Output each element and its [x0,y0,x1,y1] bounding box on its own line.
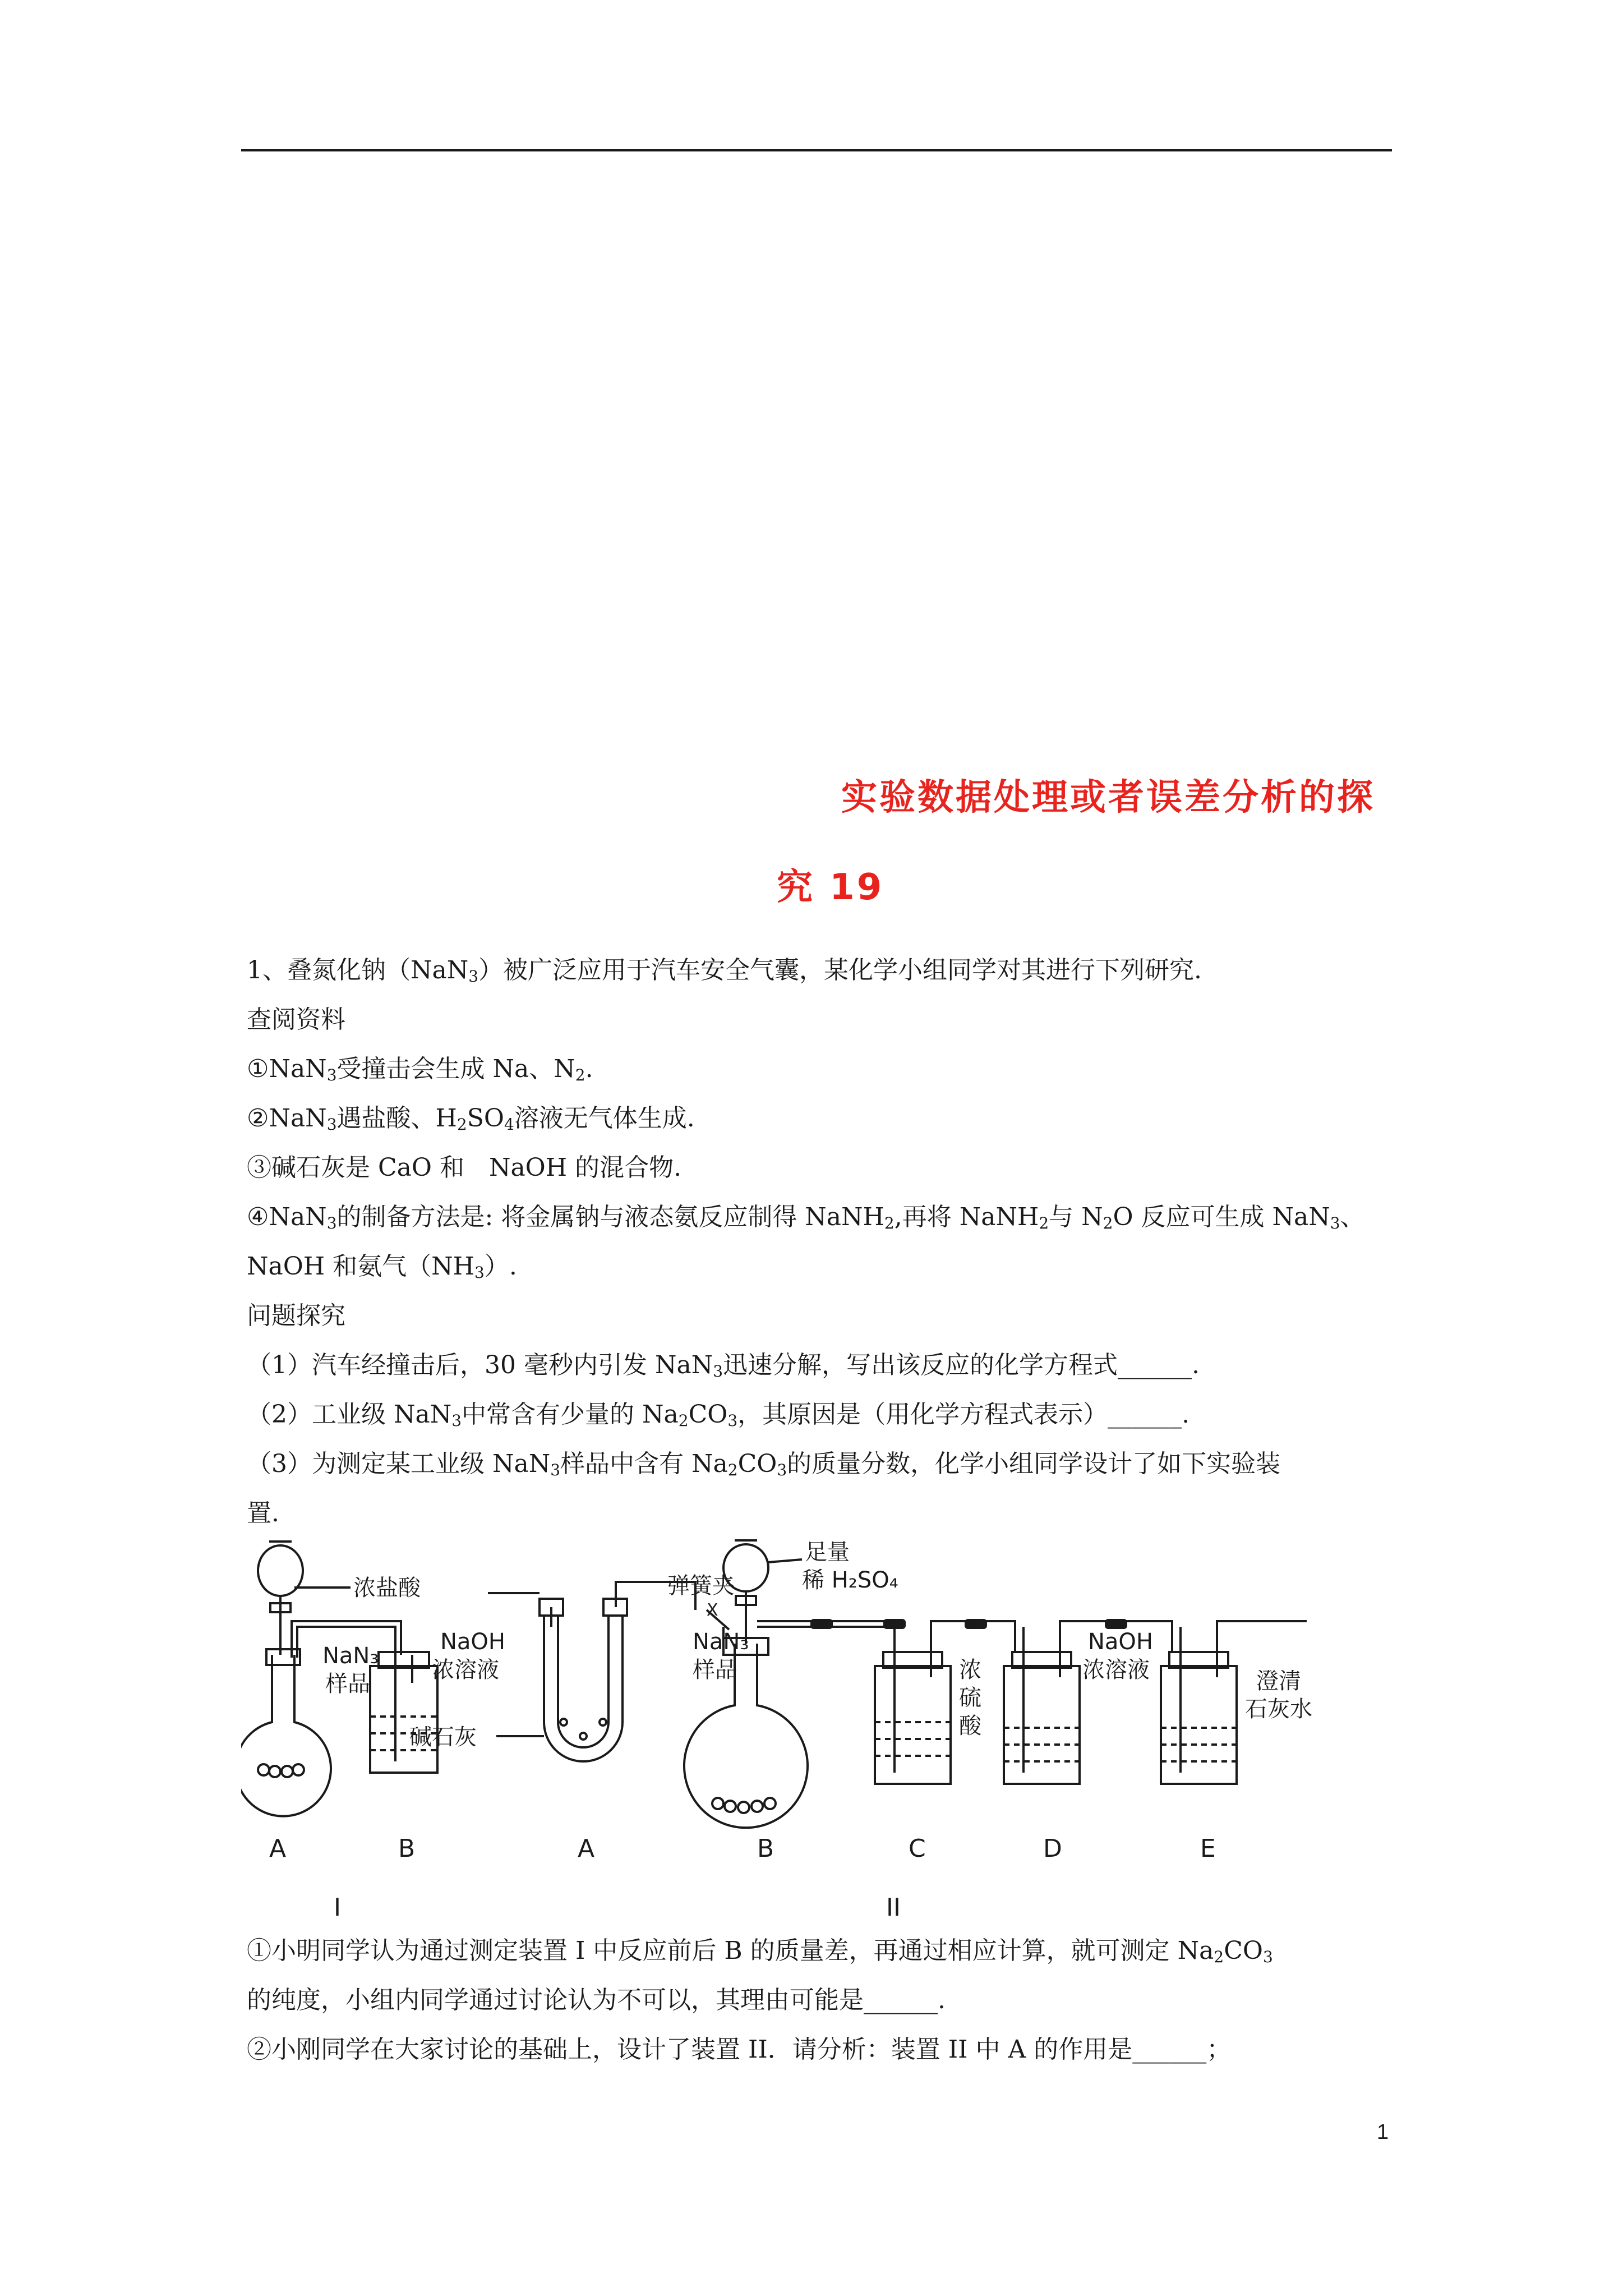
u-tube-A-II-icon [488,1582,695,1761]
label-limewater: 石灰水 [1245,1696,1312,1722]
letter-A-I: A [269,1834,287,1863]
label-sample-II: 样品 [693,1657,737,1683]
header-rule [241,149,1392,151]
label-naoh-I: NaOH [440,1629,505,1655]
reference-heading: 查阅资料 [247,1005,345,1034]
label-sample-I: 样品 [325,1671,370,1697]
reference-4: ④NaN$_3$的制备方法是: 将金属钠与液态氨反应制得 NaNH$_2$,再将 NaNH$_2$与 $N_2O$ 反应可生成 NaN$_3$、 [247,1203,1365,1232]
letter-A-II: A [578,1834,595,1863]
label-conc-hcl: 浓盐酸 [353,1575,421,1601]
sub-question-2: ②小刚同学在大家讨论的基础上，设计了装置 II．请分析：装置 II 中 A 的作用是______； [247,2035,1232,2064]
bottle-B-I-icon [370,1652,437,1773]
reference-4-continued: NaOH 和氨气$(NH_3)$. [247,1252,517,1282]
group-label-II: II [886,1893,901,1918]
letter-C-II: C [909,1834,926,1863]
reference-3: ③碱石灰是 CaO 和 NaOH 的混合物. [247,1153,682,1182]
question-3: （3）为测定某工业级 NaN$_3$样品中含有 $Na_2CO_3$的质量分数，化学小组同学设计了如下实验装 [247,1450,1281,1479]
apparatus-figure [241,1537,1363,1918]
reference-2: ②NaN$_3$遇盐酸、$H_2SO_4$溶液无气体生成. [247,1104,695,1134]
question-1: （1）汽车经撞击后，30 毫秒内引发 NaN$_3$迅速分解，写出该反应的化学方程式______. [247,1351,1200,1381]
question-2: （2）工业级 NaN$_3$中常含有少量的 $Na_2CO_3$，其原因是（用化学方程式表示）______. [247,1400,1190,1430]
sub-question-1-continued: 的纯度，小组内同学通过讨论认为不可以，其理由可能是______. [247,1986,946,2014]
group-label-I: I [334,1893,341,1918]
label-nan3-II: NaN₃ [693,1629,749,1655]
label-soda-lime: 碱石灰 [409,1724,477,1750]
question-intro: 1、叠氮化钠（NaN$_3$）被广泛应用于汽车安全气囊，某化学小组同学对其进行下列研究. [247,956,1202,986]
label-conc-solution-II: 浓溶液 [1082,1657,1150,1683]
explore-heading: 问题探究 [247,1301,345,1330]
reference-1: ①NaN$_3$受撞击会生成 Na、$N_2$. [247,1055,593,1084]
label-naoh-II: NaOH [1088,1629,1153,1655]
label-x: X [707,1600,718,1620]
label-sufficient: 足量 [805,1539,850,1565]
label-conc: 浓 [959,1657,981,1683]
sub-question-1: ①小明同学认为通过测定装置 I 中反应前后 B 的质量差，再通过相应计算，就可测定 $Na_2CO_3$ [247,1936,1273,1966]
page-title: 实验数据处理或者误差分析的探 [841,777,1375,818]
letter-D-II: D [1043,1834,1062,1863]
label-sulfuric: 硫 [959,1685,981,1711]
label-spring-clip: 弹簧夹 [667,1573,735,1599]
page-title-continued: 究 19 [777,867,884,908]
label-nan3-I: NaN₃ [322,1643,379,1669]
question-3-continued: 置. [247,1499,279,1527]
label-conc-solution-I: 浓溶液 [432,1657,499,1683]
label-clear: 澄清 [1256,1668,1301,1694]
letter-B-I: B [398,1834,416,1863]
letter-B-II: B [757,1834,774,1863]
page-number: 1 [1377,2120,1389,2144]
label-acid: 酸 [959,1713,981,1739]
label-dilute-h2so4: 稀 H₂SO₄ [802,1567,898,1593]
bottle-C-II-icon [875,1621,1015,1784]
letter-E-II: E [1200,1834,1216,1863]
